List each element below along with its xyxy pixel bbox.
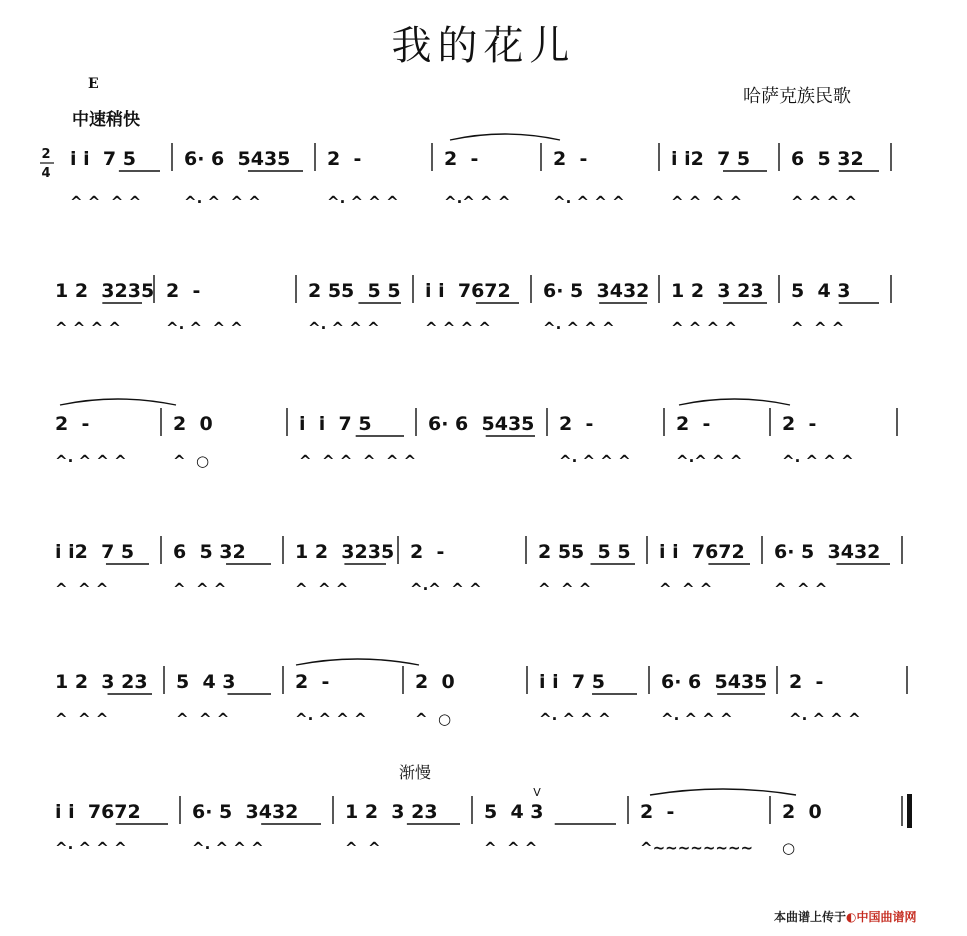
measure-articulation: ^ ^ ^ ^ (671, 319, 737, 337)
measure-notes: 6· 6 5435 (184, 148, 291, 170)
measure-articulation: ^· ^ ^ ^ (553, 193, 625, 211)
measure-articulation: ^ ^ ^ (55, 710, 109, 728)
measure-articulation: ^· ^ ^ ^ (55, 452, 127, 470)
measure-notes: i i2 7 5 (55, 541, 135, 563)
measure-notes: 1 2 3 23 (345, 801, 438, 823)
measure-articulation: ^ ^ ^ ^ (55, 319, 121, 337)
measure-articulation: ^·^ ^ ^ (410, 580, 482, 598)
tie-arc (450, 134, 560, 140)
measure-notes: 2 - (553, 148, 588, 170)
footer-text: 本曲谱上传于 (774, 910, 847, 924)
measure-articulation: ^· ^ ^ ^ (559, 452, 631, 470)
measure-notes: 2 0 (782, 801, 822, 823)
measure-notes: 6· 5 3432 (192, 801, 299, 823)
tie-arc (650, 789, 796, 795)
measure-articulation: ^· ^ ^ ^ (308, 319, 380, 337)
measure-articulation: ^ ^ ^ (484, 839, 538, 857)
measure-articulation: ^· ^ ^ ^ (661, 710, 733, 728)
measure-notes: 5 4 3 (176, 671, 236, 693)
measure-notes: 1 2 3235 (55, 280, 155, 302)
song-source: 哈萨克族民歌 (743, 86, 851, 107)
measure-articulation: ^· ^ ^ ^ (55, 839, 127, 857)
measure-articulation: ^· ^ ^ ^ (166, 319, 243, 337)
measure-notes: 1 2 3 23 (671, 280, 764, 302)
tie-arc (60, 399, 176, 405)
measure-notes: 2 55 5 5 (538, 541, 631, 563)
tie-arc (679, 399, 790, 405)
measure-notes: i i 7 5 (70, 148, 136, 170)
measure-notes: i i 7672 (659, 541, 745, 563)
measure-notes: i i 7672 (55, 801, 141, 823)
tempo-change-text: 渐慢 (398, 763, 432, 782)
measure-articulation: ^ ○ (415, 710, 452, 728)
measure-articulation: ^·^ ^ ^ (444, 193, 511, 211)
measure-notes: 2 - (640, 801, 675, 823)
measure-notes: 2 - (327, 148, 362, 170)
measure-notes: 2 0 (415, 671, 455, 693)
breath-mark: V (533, 786, 541, 799)
measure-notes: 2 0 (173, 413, 213, 435)
measure-articulation: ^ ○ (173, 452, 210, 470)
measure-articulation: ^ ^ ^ (791, 319, 845, 337)
measure-articulation: ^·^ ^ ^ (676, 452, 743, 470)
tie-arc (296, 659, 419, 665)
measure-notes: 5 4 3 (791, 280, 851, 302)
measure-notes: 2 - (676, 413, 711, 435)
measure-articulation: ^ ^ ^ (659, 580, 713, 598)
measure-articulation: ^ ^ ^ ^ (425, 319, 491, 337)
measure-notes: 2 - (55, 413, 90, 435)
measure-notes: 2 55 5 5 (308, 280, 401, 302)
measure-articulation: ^ ^ ^ ^ (791, 193, 857, 211)
measure-articulation: ^ ^ ^ (774, 580, 828, 598)
measure-articulation: ^ ^ ^ ^ ^ ^ (299, 452, 417, 470)
measure-articulation: ^· ^ ^ ^ (539, 710, 611, 728)
measure-articulation: ^· ^ ^ ^ (192, 839, 264, 857)
page-title: 我的花儿 (391, 23, 576, 69)
footer-site: 中国曲谱网 (856, 910, 917, 924)
measure-articulation: ^ ^ (345, 839, 381, 857)
measure-notes: 1 2 3 23 (55, 671, 148, 693)
measure-articulation: ^ ^ ^ ^ (671, 193, 743, 211)
measure-notes: i i 7672 (425, 280, 511, 302)
measure-notes: 2 - (166, 280, 201, 302)
measure-notes: 2 - (782, 413, 817, 435)
measure-articulation: ^ ^ ^ (55, 580, 109, 598)
measure-articulation: ^ ^ ^ (173, 580, 227, 598)
measure-articulation: ^· ^ ^ ^ (295, 710, 367, 728)
measure-notes: 2 - (444, 148, 479, 170)
measure-articulation: ○ (782, 839, 796, 857)
final-barline-thick (907, 794, 912, 828)
measure-notes: 2 - (410, 541, 445, 563)
measure-articulation: ^ ^ ^ (176, 710, 230, 728)
measure-notes: 6· 5 3432 (774, 541, 881, 563)
measure-articulation: ^ ^ ^ (538, 580, 592, 598)
site-logo-icon: ◐ (846, 910, 857, 924)
time-signature-bottom: 4 (41, 166, 51, 181)
measure-notes: 2 - (295, 671, 330, 693)
measure-notes: 6· 6 5435 (428, 413, 535, 435)
measure-notes: 6· 6 5435 (661, 671, 768, 693)
tempo-marking: 中速稍快 (72, 110, 140, 130)
measure-notes: i i 7 5 (299, 413, 372, 435)
measure-notes: 1 2 3235 (295, 541, 395, 563)
measure-notes: 2 - (559, 413, 594, 435)
measure-articulation: ^· ^ ^ ^ (184, 193, 261, 211)
measure-notes: 5 4 3 (484, 801, 544, 823)
measure-notes: 6 5 32 (791, 148, 864, 170)
measure-articulation: ^· ^ ^ ^ (543, 319, 615, 337)
measure-notes: i i 7 5 (539, 671, 605, 693)
measure-notes: 2 - (789, 671, 824, 693)
measure-articulation: ^ ^ ^ (295, 580, 349, 598)
measure-notes: 6· 5 3432 (543, 280, 650, 302)
time-signature-top: 2 (41, 147, 51, 162)
measure-articulation: ^· ^ ^ ^ (782, 452, 854, 470)
measure-articulation: ^· ^ ^ ^ (327, 193, 399, 211)
measure-articulation: ^ ^ ^ ^ (70, 193, 142, 211)
measure-notes: i i2 7 5 (671, 148, 751, 170)
measure-notes: 6 5 32 (173, 541, 246, 563)
measure-articulation: ^~~~~~~~~ (640, 839, 754, 857)
key-signature: E (88, 76, 99, 92)
measure-articulation: ^· ^ ^ ^ (789, 710, 861, 728)
